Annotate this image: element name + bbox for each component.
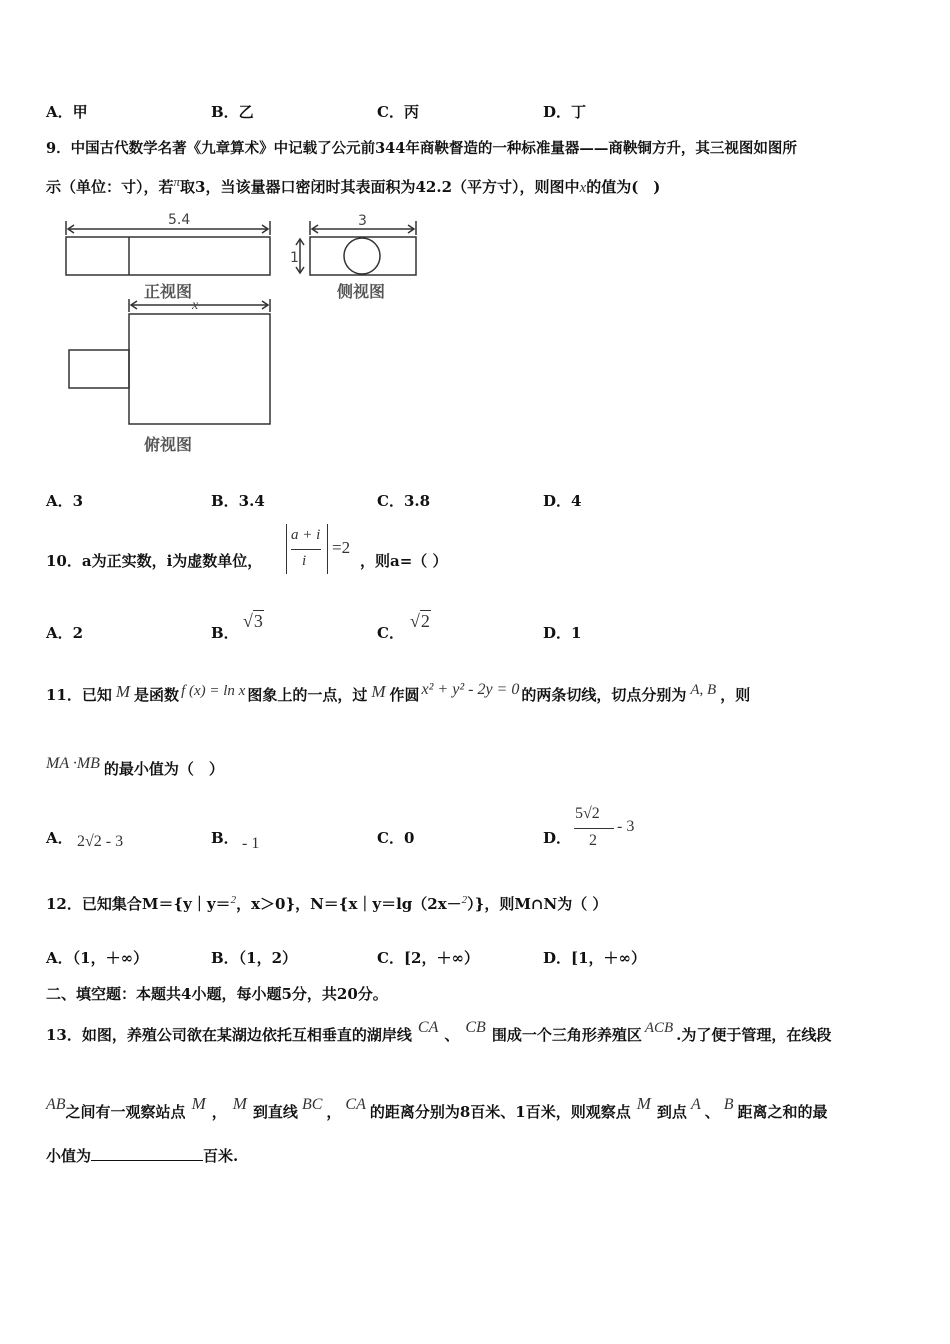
q11-stem-line1: 11．已知 M 是函数 f (x) = ln x 图象上的一点，过 M 作圆 x² + y² - 2y = 0 的两条切线，切点分别为 A, B ，则 (46, 681, 751, 704)
q12-option-a: A．（1，＋∞） (46, 949, 149, 967)
q9-option-b: B．3.4 (211, 492, 265, 510)
q12-option-c: C．[2，＋∞） (377, 949, 479, 967)
top-view-handle (69, 350, 129, 388)
q9-option-d: D．4 (543, 492, 582, 510)
q8-option-b: B．乙 (211, 103, 254, 121)
q10-rhs: =2 (332, 538, 351, 557)
q10-option-b: B． (211, 624, 239, 642)
q11-option-d: D． (543, 829, 572, 847)
q9-stem-line2: 示（单位：寸），若π取3，当该量器口密闭时其表面积为42.2（平方寸），则图中x的值为( ) (46, 174, 661, 196)
q11-option-d-num: 5√2 (575, 805, 600, 822)
q10-suffix: ，则a=（ ） (360, 552, 448, 570)
q10-option-a: A．2 (46, 624, 84, 642)
top-dim-label: x (192, 298, 199, 313)
q9-option-c: C．3.8 (377, 492, 431, 510)
q12-stem: 12．已知集合M＝{y｜y＝$^2$，x＞0}，N＝{x｜y＝lg（2x－$^2$）}，则M∩N为（ ） (46, 894, 608, 913)
front-view-rect (66, 237, 270, 275)
q10-option-d: D．1 (543, 624, 582, 642)
q9-option-a: A．3 (46, 492, 84, 510)
q13-stem-line2: AB之间有一观察站点 M ， M 到直线 BC ， CA 的距离分别为8百米、1百米，则观察点 M 到点 A 、 B 距离之和的最 (46, 1094, 828, 1121)
q8-option-c: C．丙 (377, 103, 419, 121)
q13-stem-line1: 13．如图，养殖公司欲在某湖边依托互相垂直的湖岸线 CA 、 CB 围成一个三角形养殖区 ACB .为了便于管理，在线段 (46, 1019, 832, 1044)
q11-option-a-value: 2√2 - 3 (77, 833, 124, 850)
front-view-label: 正视图 (144, 282, 193, 301)
q11-option-d-tail: - 3 (617, 818, 635, 835)
q10-option-b-value: √3 (243, 611, 263, 631)
q8-option-d: D．丁 (543, 103, 587, 121)
q10-option-c-value: √2 (410, 611, 430, 631)
q11-option-b: B． (211, 829, 239, 847)
top-view-rect (129, 314, 270, 424)
q12-option-b: B．（1，2） (211, 949, 298, 967)
q11-option-d-den: 2 (589, 832, 597, 849)
three-view-figure (55, 205, 435, 465)
q12-option-d: D．[1，＋∞） (543, 949, 647, 967)
side-view-rect (310, 237, 416, 275)
q10-frac-den: i (302, 553, 307, 569)
q11-option-d-bar (574, 828, 614, 829)
q10-prefix: 10．a为正实数，i为虚数单位， (46, 552, 263, 570)
top-view-label: 俯视图 (144, 435, 193, 454)
side-view-label: 侧视图 (337, 282, 386, 301)
q13-stem-line3: 小值为 百米. (46, 1147, 239, 1165)
q10-frac-bar (291, 549, 321, 550)
q13-answer-blank[interactable] (91, 1146, 203, 1161)
q11-option-b-value: - 1 (242, 835, 260, 852)
q9-stem-line1: 9．中国古代数学名著《九章算术》中记载了公元前344年商鞅督造的一种标准量器——商鞅铜方升，其三视图如图所 (46, 140, 797, 157)
side-dim-label: 3 (358, 213, 367, 229)
side-view-circle (344, 238, 380, 274)
q10-option-c: C． (377, 624, 404, 642)
q10-frac-num: a + i (291, 527, 321, 543)
q11-option-a: A． (46, 829, 73, 847)
section-heading-fill-in: 二、填空题：本题共4小题，每小题5分，共20分。 (46, 985, 388, 1003)
q11-stem-line2: MA ·MB 的最小值为（ ） (46, 755, 224, 778)
q8-option-a: A．甲 (46, 103, 88, 121)
height-dim-label: 1 (290, 250, 299, 266)
front-dim-label: 5.4 (168, 212, 191, 228)
q11-option-c: C．0 (377, 829, 415, 847)
